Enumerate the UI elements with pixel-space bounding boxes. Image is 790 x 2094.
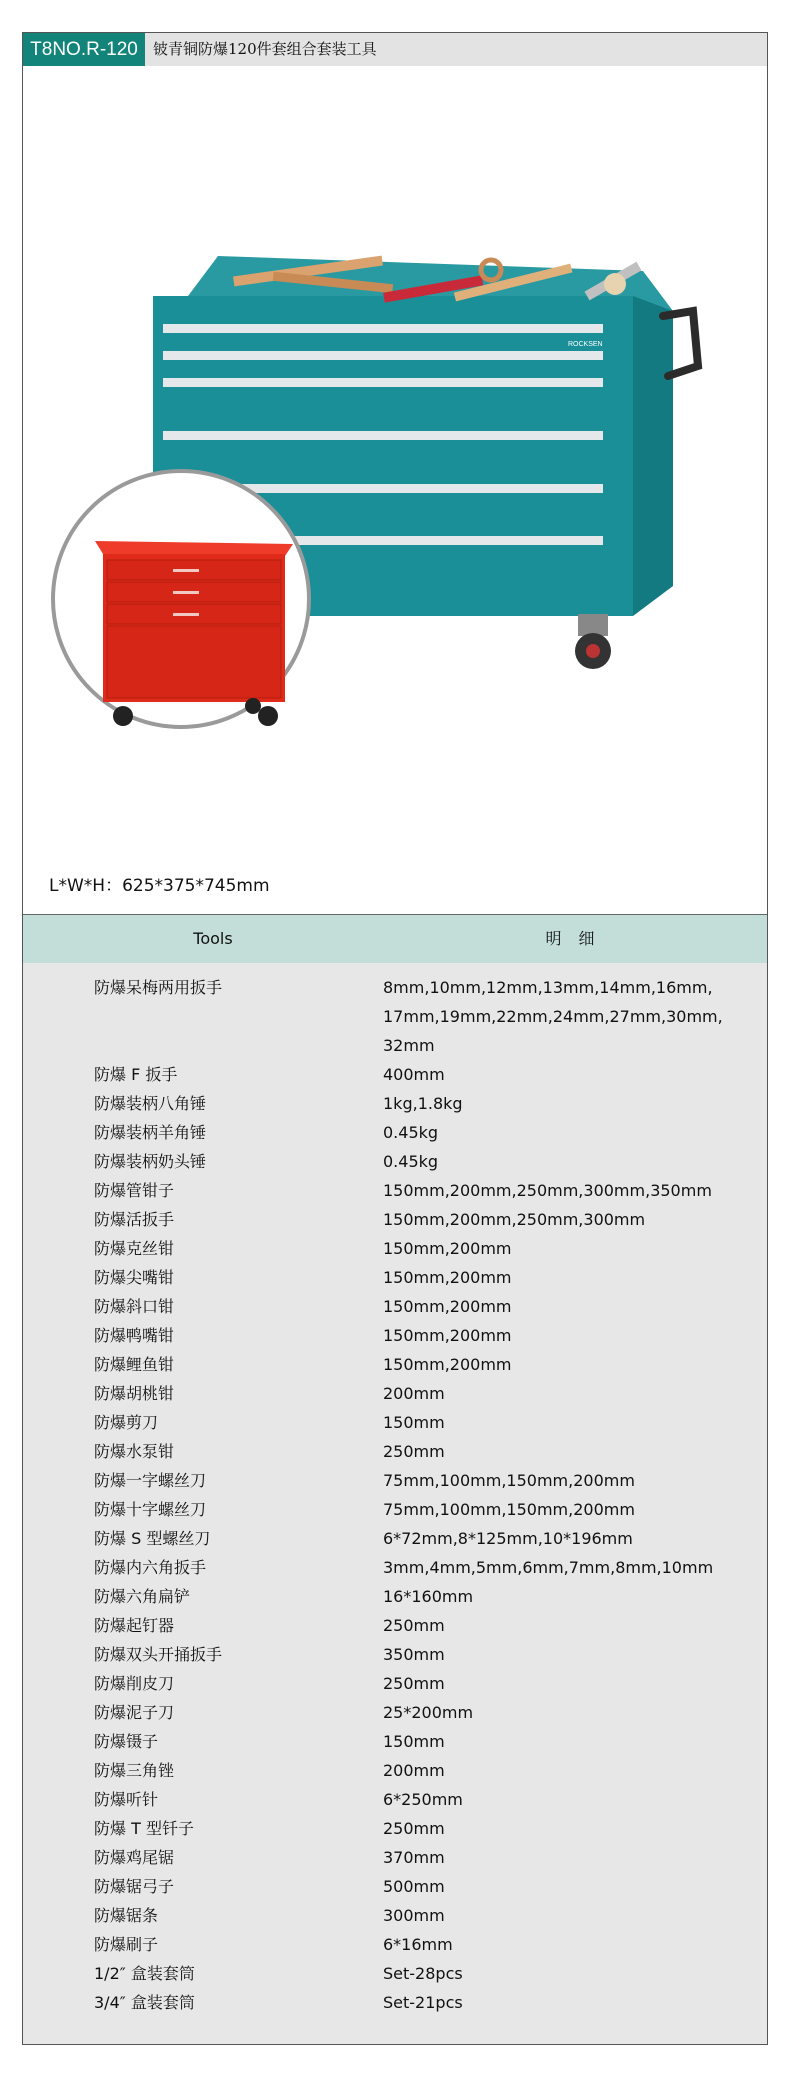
tool-name: 防爆锯条 bbox=[94, 1906, 159, 1925]
tool-spec: 370mm bbox=[383, 1848, 445, 1867]
tool-name: 防爆 T 型钎子 bbox=[94, 1819, 194, 1838]
tool-name: 防爆胡桃钳 bbox=[94, 1384, 175, 1403]
tool-name: 防爆 S 型螺丝刀 bbox=[94, 1529, 211, 1548]
tool-name: 防爆克丝钳 bbox=[94, 1239, 175, 1258]
tool-spec: 300mm bbox=[383, 1906, 445, 1925]
product-photo bbox=[23, 66, 767, 946]
tool-name: 防爆三角锉 bbox=[94, 1761, 175, 1780]
tool-spec: 350mm bbox=[383, 1645, 445, 1664]
tool-spec: 16*160mm bbox=[383, 1587, 474, 1606]
tool-name: 防爆呆梅两用扳手 bbox=[94, 978, 223, 997]
tool-spec: 200mm bbox=[383, 1761, 445, 1780]
tool-spec: 150mm bbox=[383, 1732, 445, 1751]
tool-spec: 25*200mm bbox=[383, 1703, 474, 1722]
tool-spec: 75mm,100mm,150mm,200mm bbox=[383, 1500, 635, 1519]
tool-spec: 150mm,200mm bbox=[383, 1326, 512, 1345]
tool-spec: 150mm bbox=[383, 1413, 445, 1432]
tool-name: 1/2″ 盒装套筒 bbox=[94, 1964, 195, 1983]
tool-spec: 250mm bbox=[383, 1674, 445, 1693]
tool-name: 防爆十字螺丝刀 bbox=[94, 1500, 207, 1519]
product-sheet bbox=[22, 32, 768, 2045]
tool-name: 防爆装柄羊角锤 bbox=[94, 1123, 207, 1142]
tool-spec: 250mm bbox=[383, 1819, 445, 1838]
tool-spec: 75mm,100mm,150mm,200mm bbox=[383, 1471, 635, 1490]
tool-spec: 3mm,4mm,5mm,6mm,7mm,8mm,10mm bbox=[383, 1558, 714, 1577]
tool-name: 防爆锯弓子 bbox=[94, 1877, 175, 1896]
tool-name: 防爆削皮刀 bbox=[94, 1674, 175, 1693]
tool-spec: 6*72mm,8*125mm,10*196mm bbox=[383, 1529, 633, 1548]
tool-spec: 17mm,19mm,22mm,24mm,27mm,30mm, bbox=[383, 1007, 723, 1026]
tool-spec: 0.45kg bbox=[383, 1123, 439, 1142]
column-header-spec: 明 细 bbox=[545, 929, 601, 948]
tool-name: 防爆听针 bbox=[94, 1790, 159, 1809]
tool-spec: 500mm bbox=[383, 1877, 445, 1896]
tool-name: 防爆起钉器 bbox=[94, 1616, 175, 1635]
tool-spec: Set-21pcs bbox=[383, 1993, 463, 2012]
tool-spec: 32mm bbox=[383, 1036, 435, 1055]
tool-spec: 150mm,200mm bbox=[383, 1239, 512, 1258]
cabinet-brand: ROCKSEN bbox=[568, 341, 603, 348]
tool-name: 防爆鸡尾锯 bbox=[94, 1848, 175, 1867]
tool-spec: 150mm,200mm bbox=[383, 1297, 512, 1316]
small-cabinet bbox=[95, 541, 293, 726]
tool-spec: 150mm,200mm,250mm,300mm bbox=[383, 1210, 646, 1229]
tool-spec: Set-28pcs bbox=[383, 1964, 463, 1983]
tool-spec: 150mm,200mm bbox=[383, 1268, 512, 1287]
tool-name: 防爆一字螺丝刀 bbox=[94, 1471, 207, 1490]
tool-name: 防爆水泵钳 bbox=[94, 1442, 175, 1461]
model-number: T8NO.R-120 bbox=[23, 33, 145, 66]
tool-name: 防爆六角扁铲 bbox=[94, 1587, 191, 1606]
tool-name: 防爆鸭嘴钳 bbox=[94, 1326, 175, 1345]
tool-name: 防爆 F 扳手 bbox=[94, 1065, 178, 1084]
tool-spec: 250mm bbox=[383, 1616, 445, 1635]
tool-spec: 0.45kg bbox=[383, 1152, 439, 1171]
tool-list bbox=[23, 963, 767, 2044]
tool-spec: 250mm bbox=[383, 1442, 445, 1461]
tool-name: 防爆镊子 bbox=[94, 1732, 159, 1751]
column-header-tools: Tools bbox=[193, 929, 233, 948]
tool-name: 防爆装柄八角锤 bbox=[94, 1094, 207, 1113]
tool-name: 防爆刷子 bbox=[94, 1935, 159, 1954]
tool-name: 防爆尖嘴钳 bbox=[94, 1268, 175, 1287]
tool-name: 防爆剪刀 bbox=[94, 1413, 159, 1432]
table-header bbox=[23, 914, 767, 964]
tool-spec: 200mm bbox=[383, 1384, 445, 1403]
tool-spec: 6*16mm bbox=[383, 1935, 453, 1954]
dimensions-label: L*W*H：625*375*745mm bbox=[49, 876, 270, 896]
tool-spec: 8mm,10mm,12mm,13mm,14mm,16mm, bbox=[383, 978, 713, 997]
tool-spec: 1kg,1.8kg bbox=[383, 1094, 463, 1113]
tool-name: 防爆活扳手 bbox=[94, 1210, 175, 1229]
product-title: 铍青铜防爆120件套组合套装工具 bbox=[153, 40, 377, 58]
tool-name: 防爆装柄奶头锤 bbox=[94, 1152, 207, 1171]
tool-name: 防爆鲤鱼钳 bbox=[94, 1355, 175, 1374]
cabinet-side bbox=[633, 296, 673, 616]
tool-spec: 400mm bbox=[383, 1065, 445, 1084]
tool-name: 防爆斜口钳 bbox=[94, 1297, 175, 1316]
tool-name: 防爆内六角扳手 bbox=[94, 1558, 207, 1577]
tool-name: 3/4″ 盒装套筒 bbox=[94, 1993, 195, 2012]
header-bar bbox=[23, 33, 767, 66]
tool-spec: 6*250mm bbox=[383, 1790, 463, 1809]
tool-name: 防爆泥子刀 bbox=[94, 1703, 175, 1722]
tool-spec: 150mm,200mm bbox=[383, 1355, 512, 1374]
tool-spec: 150mm,200mm,250mm,300mm,350mm bbox=[383, 1181, 712, 1200]
tool-name: 防爆管钳子 bbox=[94, 1181, 175, 1200]
tool-name: 防爆双头开捅扳手 bbox=[94, 1645, 223, 1664]
